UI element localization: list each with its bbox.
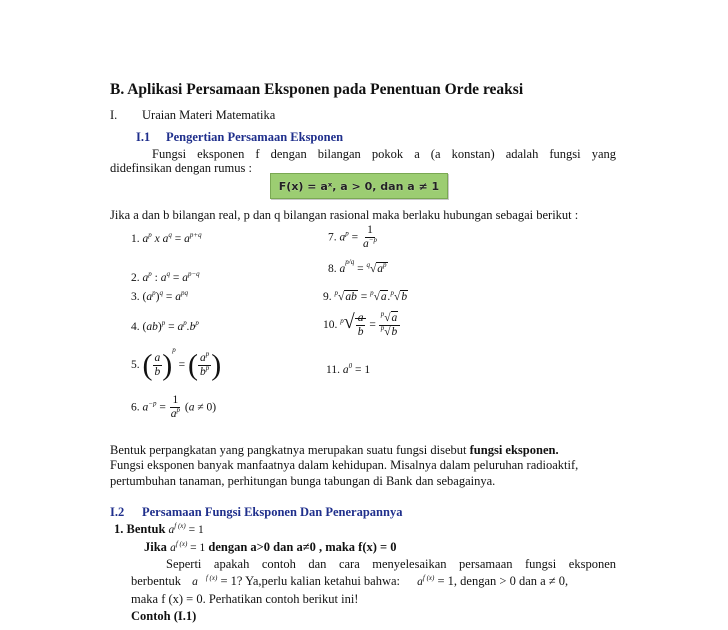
berbentuk-text: berbentuk — [131, 574, 181, 588]
rule-6-number: 6. — [131, 401, 140, 414]
rule-4-number: 4. — [131, 321, 140, 333]
rule-7-number: 7. — [328, 231, 337, 244]
rule-10: 10. $^p$√ $\frac{a}{b}$ = $\frac{^p√a}{^p√b}$ — [323, 311, 400, 339]
rule-1: 1. $a^p$ x $a^q = a^{p+q}$ — [131, 231, 202, 245]
subsection-i2-number: I.2 — [110, 505, 125, 519]
dengan-text: = 1, dengan > 0 dan a ≠ 0, — [437, 574, 569, 588]
rule-5-number: 5. — [131, 359, 140, 371]
rule-8-number: 8. — [328, 263, 337, 275]
fungsi-eksponen-line-2: Fungsi eksponen banyak manfaatnya dalam kehidupan. Misalnya dalam peluruhan radioaktif, — [110, 458, 579, 472]
jika-condition: dengan a>0 dan a≠0 , maka f(x) = 0 — [208, 540, 397, 554]
contoh-intro-line-2: berbentuk a $^{f (x)}$ = 1? Ya,perlu kalian ketahui bahwa: $a^{f (x)} = 1$, dengan > 0 dan a ≠ 0, — [131, 574, 569, 588]
fungsi-eksponen-term: fungsi eksponen. — [469, 443, 559, 457]
formula-box: F(x) = aˣ, a > 0, dan a ≠ 1 — [270, 173, 448, 199]
jika-line: Jika $a^{f (x)} = 1$ dengan a>0 dan a≠0 , maka f(x) = 0 — [144, 540, 397, 554]
ketahui-text: = 1? Ya,perlu kalian ketahui bahwa: — [220, 574, 401, 588]
rule-5: 5. ( $\frac{a}{b}$ )$^p$ = ( $\frac{a^p}{b^p}$ ) — [131, 346, 222, 382]
fungsi-eksponen-text: Bentuk perpangkatan yang pangkatnya merupakan suatu fungsi disebut — [110, 443, 467, 457]
rule-3-number: 3. — [131, 291, 140, 303]
bentuk-line: 1. Bentuk $a^{f (x)} = 1$ — [114, 522, 204, 536]
subsection-i1-title: Pengertian Persamaan Eksponen — [166, 130, 344, 144]
rule-2-number: 2. — [131, 272, 140, 284]
subsection-i2-title: Persamaan Fungsi Eksponen Dan Penerapannya — [142, 505, 403, 519]
rule-4: 4. $(ab)^p = a^p.b^p$ — [131, 319, 199, 333]
section-title: B. Aplikasi Persamaan Eksponen pada Penentuan Orde reaksi — [110, 81, 524, 98]
rule-11-number: 11. — [326, 364, 340, 376]
bentuk-label: 1. Bentuk — [114, 522, 166, 536]
subsection-title: Uraian Materi Matematika — [142, 108, 276, 122]
contoh-intro-line-3: maka f (x) = 0. Perhatikan contoh berikut ini! — [131, 592, 359, 606]
rule-9: 9. $^p$√ab = $^p$√a.$^p$√b — [323, 289, 408, 303]
rule-8: 8. $a^{p/q} = ^q√a^p$ — [328, 258, 387, 275]
subsection-i1-number: I.1 — [136, 130, 151, 144]
rule-10-number: 10. — [323, 319, 338, 331]
rule-2: 2. $a^p$ : $a^q = a^{p-q}$ — [131, 270, 200, 284]
jika-label: Jika — [144, 540, 167, 554]
fungsi-eksponen-line-3: pertumbuhan tanaman, perhitungan bunga tabungan di Bank dan sebagainya. — [110, 474, 496, 488]
subsection-number: I. — [110, 108, 118, 122]
rule-3: 3. $(a^p)^q = a^{pq}$ — [131, 289, 188, 303]
rule-11: 11. $a^0 = 1$ — [326, 362, 371, 376]
rules-intro: Jika a dan b bilangan real, p dan q bilangan rasional maka berlaku hubungan sebagai berikut : — [110, 208, 579, 222]
rule-9-number: 9. — [323, 291, 332, 303]
rule-7: 7. $a^p$ = $\frac{1}{a^{-p}}$ — [328, 224, 377, 251]
definition-line-2: didefinsikan dengan rumus : — [110, 161, 252, 175]
contoh-heading: Contoh (I.1) — [131, 609, 197, 623]
rule-6: 6. $a^{-p}$ = $\frac{1}{a^p}$ (a ≠ 0) — [131, 394, 217, 421]
contoh-intro-line-1: Seperti apakah contoh dan cara menyelesaikan persamaan fungsi eksponen — [166, 557, 616, 571]
rule-1-number: 1. — [131, 233, 140, 245]
definition-line-1: Fungsi eksponen f dengan bilangan pokok a (a konstan) adalah fungsi yang — [152, 147, 616, 161]
fungsi-eksponen-line-1 — [110, 443, 616, 458]
